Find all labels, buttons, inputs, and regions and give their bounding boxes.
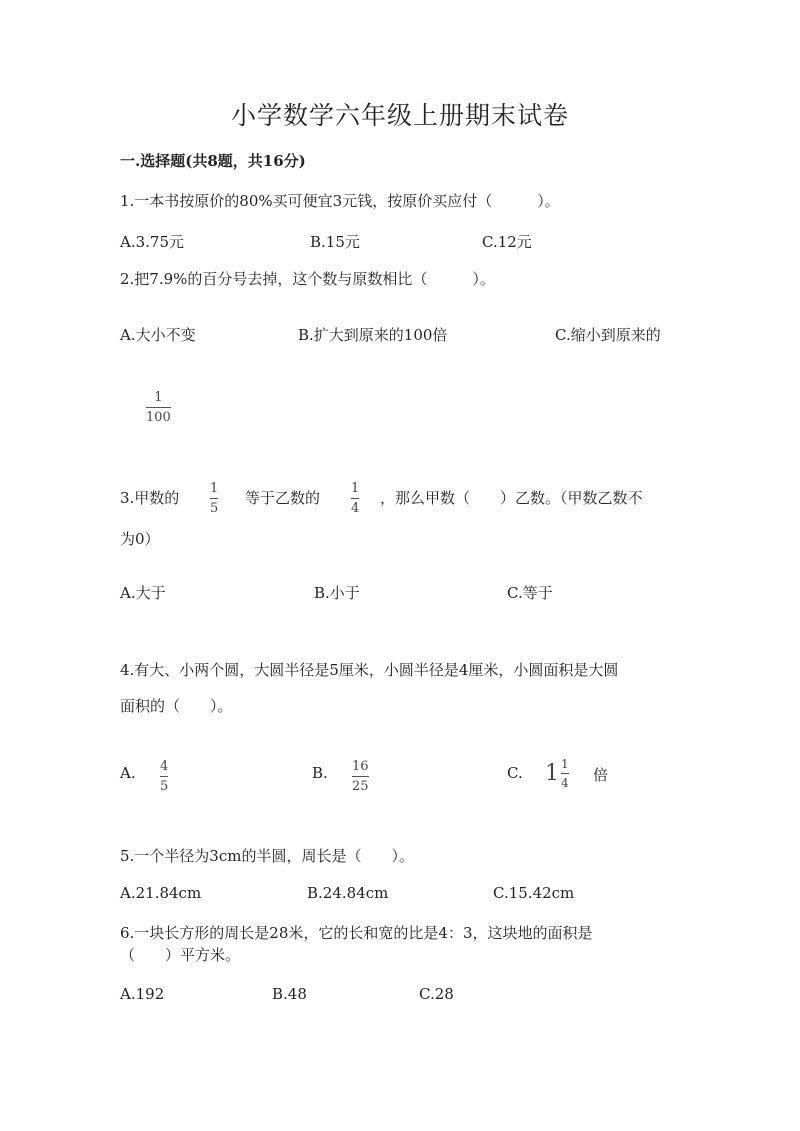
mixed-number-whole: 1 (545, 761, 559, 786)
question-2-text: 2.把7.9%的百分号去掉，这个数与原数相比（ ）。 (120, 270, 495, 288)
fraction-denominator: 5 (160, 779, 169, 794)
question-3-option-b: B.小于 (314, 584, 360, 602)
fraction-numerator: 1 (154, 390, 163, 405)
fraction-denominator: 25 (352, 779, 369, 794)
question-5-option-a: A.21.84cm (120, 884, 202, 902)
question-3-fraction-2 (351, 482, 359, 515)
fraction-numerator: 1 (210, 481, 219, 496)
fraction-bar (146, 407, 171, 408)
question-4-option-a-label: A. (120, 764, 136, 782)
question-3-fraction-1 (210, 482, 218, 515)
fraction-bar (352, 776, 369, 777)
question-4-option-c-suffix: 倍 (593, 766, 609, 784)
fraction-numerator: 1 (351, 481, 360, 496)
question-3-text-part-1: 3.甲数的 (120, 489, 180, 507)
question-3-option-c: C.等于 (507, 584, 553, 602)
question-2-option-c: C.缩小到原来的 (555, 326, 661, 344)
question-3-text-part-3: ，那么甲数（ ）乙数。（甲数乙数不 (380, 489, 643, 507)
fraction-denominator: 5 (210, 501, 219, 516)
fraction-numerator: 4 (160, 759, 169, 774)
question-6-option-b: B.48 (272, 985, 307, 1003)
fraction-denominator: 4 (351, 501, 360, 516)
question-4-option-c-label: C. (507, 764, 523, 782)
question-4-text-line-1: 4.有大、小两个圆，大圆半径是5厘米，小圆半径是4厘米，小圆面积是大圆 (120, 661, 619, 679)
question-1-option-a: A.3.75元 (120, 233, 184, 251)
question-5-option-c: C.15.42cm (493, 884, 575, 902)
fraction-bar (210, 498, 218, 499)
question-5-option-b: B.24.84cm (307, 884, 389, 902)
fraction-denominator: 4 (561, 776, 569, 790)
question-5-text: 5.一个半径为3cm的半圆，周长是（ ）。 (120, 847, 414, 865)
question-2-option-a: A.大小不变 (120, 326, 196, 344)
question-1-option-b: B.15元 (310, 233, 360, 251)
question-4-option-b-label: B. (312, 764, 328, 782)
fraction-denominator: 100 (146, 410, 171, 425)
question-3-text-part-2: 等于乙数的 (245, 489, 321, 507)
question-6-text-line-2: （ ）平方米。 (120, 946, 241, 964)
fraction-bar (160, 776, 168, 777)
question-4-text-line-2: 面积的（ ）。 (120, 697, 233, 715)
fraction-numerator: 1 (561, 757, 569, 771)
fraction-numerator: 16 (352, 759, 369, 774)
question-6-text-line-1: 6.一块长方形的周长是28米，它的长和宽的比是4：3，这块地的面积是 (120, 924, 593, 942)
question-6-option-a: A.192 (120, 985, 165, 1003)
question-3-option-a: A.大于 (120, 584, 166, 602)
question-1-option-c: C.12元 (482, 233, 532, 251)
question-4-option-b-fraction (352, 760, 369, 793)
question-4-option-a-fraction (160, 760, 168, 793)
question-2-option-b: B.扩大到原来的100倍 (298, 326, 448, 344)
question-3-text-line-2: 为0） (120, 530, 160, 548)
question-1-text: 1.一本书按原价的80%买可便宜3元钱，按原价买应付（ ）。 (120, 192, 560, 210)
page-title: 小学数学六年级上册期末试卷 (230, 101, 569, 130)
question-6-option-c: C.28 (419, 985, 454, 1003)
section-heading: 一.选择题(共8题，共16分) (120, 152, 306, 170)
question-4-option-c-mixed-number (545, 758, 569, 789)
fraction-bar (561, 773, 569, 774)
question-2-option-c-fraction (146, 391, 171, 424)
mixed-number-fraction (561, 758, 569, 789)
fraction-bar (351, 498, 359, 499)
